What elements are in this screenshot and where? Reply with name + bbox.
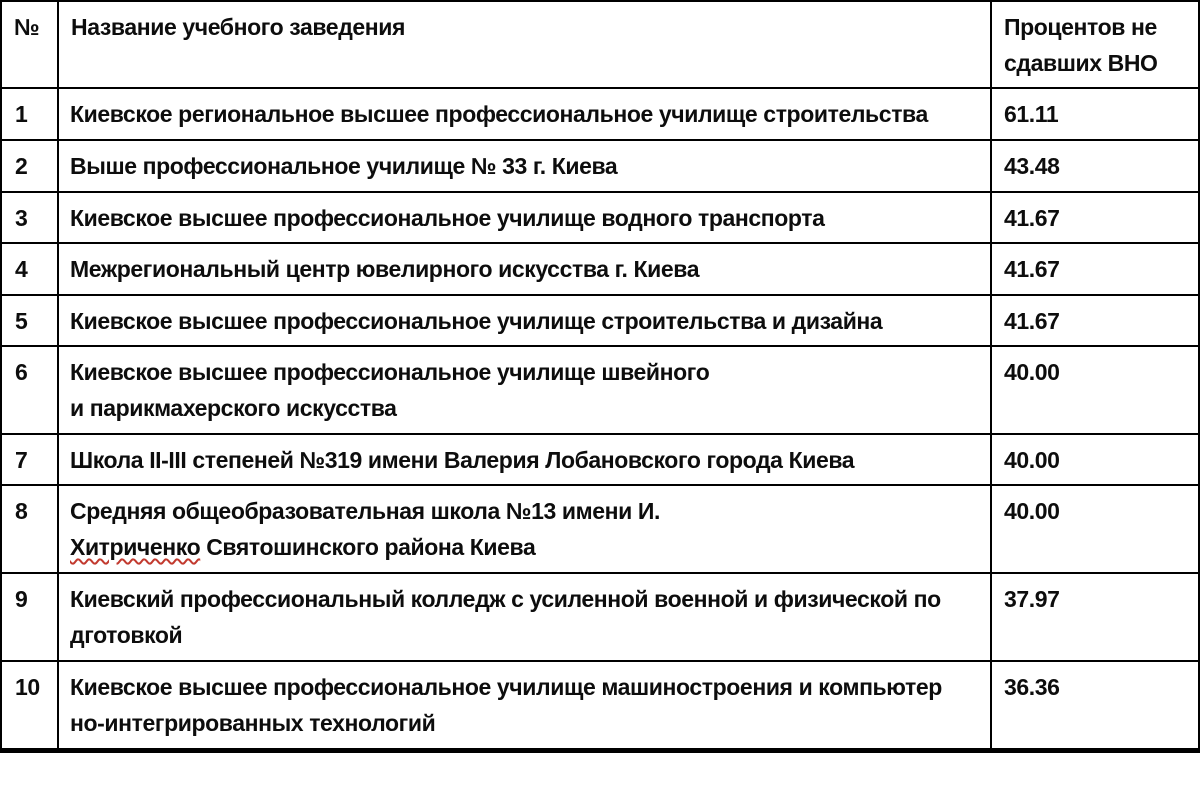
table-row (1, 295, 1199, 347)
institution-name-line: Киевское региональное высшее профессиональное училище строительства (70, 101, 928, 128)
institution-name-line: Выше профессиональное училище № 33 г. Киева (70, 152, 618, 179)
row-number-cell: 7 (1, 434, 58, 486)
table-row (1, 573, 1199, 661)
institution-name-line: дготовкой (70, 622, 183, 649)
row-number-cell: 10 (1, 661, 58, 751)
institution-name-line: и парикмахерского искусства (70, 395, 397, 422)
table-row (1, 661, 1199, 751)
row-number-cell: 3 (1, 192, 58, 244)
row-number-cell: 5 (1, 295, 58, 347)
percent-failed-cell: 40.00 (991, 346, 1199, 433)
column-header-percent-failed: Процентов не сдавших ВНО (991, 1, 1199, 88)
percent-failed-cell: 36.36 (991, 661, 1199, 751)
institution-name-cell (58, 573, 991, 661)
table-body (1, 88, 1199, 751)
misspelled-word: Хитриченко (70, 534, 201, 561)
institution-name-line: Межрегиональный центр ювелирного искусства г. Киева (70, 256, 700, 283)
row-number-cell: 1 (1, 88, 58, 140)
table-row (1, 243, 1199, 295)
percent-failed-cell: 61.11 (991, 88, 1199, 140)
institution-name-line: Киевский профессиональный колледж с усиленной военной и физической по (70, 586, 941, 613)
institution-name-line: Киевское высшее профессиональное училище строительства и дизайна (70, 307, 883, 334)
percent-failed-cell: 41.67 (991, 192, 1199, 244)
percent-failed-cell: 40.00 (991, 434, 1199, 486)
institution-name-line: Школа II-III степеней №319 имени Валерия Лобановского города Киева (70, 446, 855, 473)
table-row (1, 346, 1199, 433)
column-header-institution-name: Название учебного заведения (58, 1, 991, 88)
table-row (1, 192, 1199, 244)
institution-name-cell (58, 295, 991, 347)
institution-name-line: но-интегрированных технологий (70, 710, 436, 737)
row-number-cell: 9 (1, 573, 58, 661)
percent-failed-cell: 41.67 (991, 243, 1199, 295)
percent-failed-cell: 41.67 (991, 295, 1199, 347)
institution-name-cell (58, 243, 991, 295)
table-header-row (1, 1, 1199, 88)
row-number-cell: 2 (1, 140, 58, 192)
row-number-cell: 4 (1, 243, 58, 295)
percent-failed-cell: 40.00 (991, 485, 1199, 573)
institution-name-line: Киевское высшее профессиональное училище швейного (70, 359, 710, 386)
institution-name-cell (58, 434, 991, 486)
institution-name-line: Средняя общеобразовательная школа №13 имени И. (70, 498, 660, 525)
table-row (1, 140, 1199, 192)
table-row (1, 485, 1199, 573)
institution-name-line: Киевское высшее профессиональное училище водного транспорта (70, 204, 825, 231)
institution-name-cell (58, 192, 991, 244)
institution-name-line: Хитриченко Святошинского района Киева (70, 534, 536, 561)
table-row (1, 88, 1199, 140)
row-number-cell: 6 (1, 346, 58, 433)
table-row (1, 434, 1199, 486)
row-number-cell: 8 (1, 485, 58, 573)
institution-name-cell (58, 140, 991, 192)
institution-name-cell (58, 88, 991, 140)
institution-name-cell (58, 346, 991, 433)
percent-failed-cell: 43.48 (991, 140, 1199, 192)
percent-failed-cell: 37.97 (991, 573, 1199, 661)
institution-name-line: Киевское высшее профессиональное училище машиностроения и компьютер (70, 674, 942, 701)
institution-name-cell (58, 661, 991, 751)
institution-name-cell (58, 485, 991, 573)
column-header-number: № (1, 1, 58, 88)
